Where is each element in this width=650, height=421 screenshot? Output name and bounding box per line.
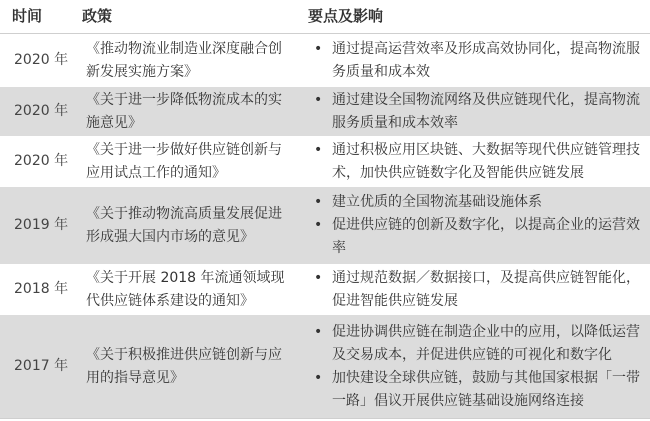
row-policy: 《关于推动物流高质量发展促进形成强大国内市场的意见》: [86, 205, 282, 245]
row-points: [298, 137, 650, 186]
point-text: 通过提高运营效率及形成高效协同化，提高物流服务质量和成本效: [332, 40, 640, 80]
row-points: [298, 187, 650, 264]
header-policy: 政策: [82, 7, 113, 25]
table-row: [0, 34, 650, 86]
row-points: [298, 265, 650, 314]
bullet-dot-icon: •: [314, 369, 323, 386]
point-item: [310, 321, 642, 367]
point-text: 促进供应链的创新及数字化，以提高企业的运营效率: [332, 217, 640, 256]
point-text: 建立优质的全国物流基础设施体系: [332, 194, 542, 210]
table-row: [0, 314, 650, 418]
point-text: 通过积极应用区块链、大数据等现代供应链管理技术，加快供应链数字化及智能供应链发展: [332, 141, 640, 181]
point-text: 加快建设全球供应链，鼓励与其他国家根据「一带一路」倡议开展供应链基础设施网络连接: [332, 369, 640, 409]
table-row: [0, 86, 650, 136]
row-points: [298, 35, 650, 86]
bullet-dot-icon: •: [314, 141, 323, 158]
point-item: [310, 191, 642, 214]
table-row: [0, 186, 650, 264]
point-item: [310, 367, 642, 413]
table-header: [0, 0, 650, 33]
point-item: [310, 89, 642, 135]
row-year: 2017 年: [14, 358, 69, 374]
table-bottom-border: [0, 418, 650, 419]
table-row: [0, 264, 650, 314]
point-item: [310, 38, 642, 84]
row-policy: 《推动物流业制造业深度融合创新发展实施方案》: [86, 40, 282, 80]
bullet-dot-icon: •: [314, 269, 323, 286]
row-year: 2020 年: [14, 153, 69, 169]
row-year: 2019 年: [14, 217, 69, 233]
row-points: [298, 87, 650, 136]
point-text: 通过规范数据／数据接口，及提高供应链智能化，促进智能供应链发展: [332, 269, 640, 309]
row-year: 2018 年: [14, 281, 69, 297]
bullet-dot-icon: •: [314, 217, 323, 233]
bullet-dot-icon: •: [314, 323, 323, 340]
row-policy: 《关于进一步做好供应链创新与应用试点工作的通知》: [86, 141, 282, 181]
header-year: 时间: [12, 7, 43, 25]
row-policy: 《关于进一步降低物流成本的实施意见》: [86, 91, 282, 131]
bullet-dot-icon: •: [314, 91, 323, 108]
row-year: 2020 年: [14, 52, 69, 68]
bullet-dot-icon: •: [314, 40, 323, 57]
row-points: [298, 315, 650, 418]
header-points: 要点及影响: [308, 7, 384, 25]
point-item: [310, 139, 642, 185]
row-policy: 《关于积极推进供应链创新与应用的指导意见》: [86, 346, 282, 386]
row-year: 2020 年: [14, 103, 69, 119]
bullet-dot-icon: •: [314, 194, 323, 210]
point-item: [310, 214, 642, 260]
point-text: 促进协调供应链在制造企业中的应用，以降低运营及交易成本，并促进供应链的可视化和数字化: [332, 323, 640, 363]
point-text: 通过建设全国物流网络及供应链现代化，提高物流服务质量和成本效率: [332, 91, 640, 131]
table-row: [0, 136, 650, 186]
row-policy: 《关于开展 2018 年流通领域现代供应链体系建设的通知》: [86, 269, 285, 309]
point-item: [310, 267, 642, 313]
